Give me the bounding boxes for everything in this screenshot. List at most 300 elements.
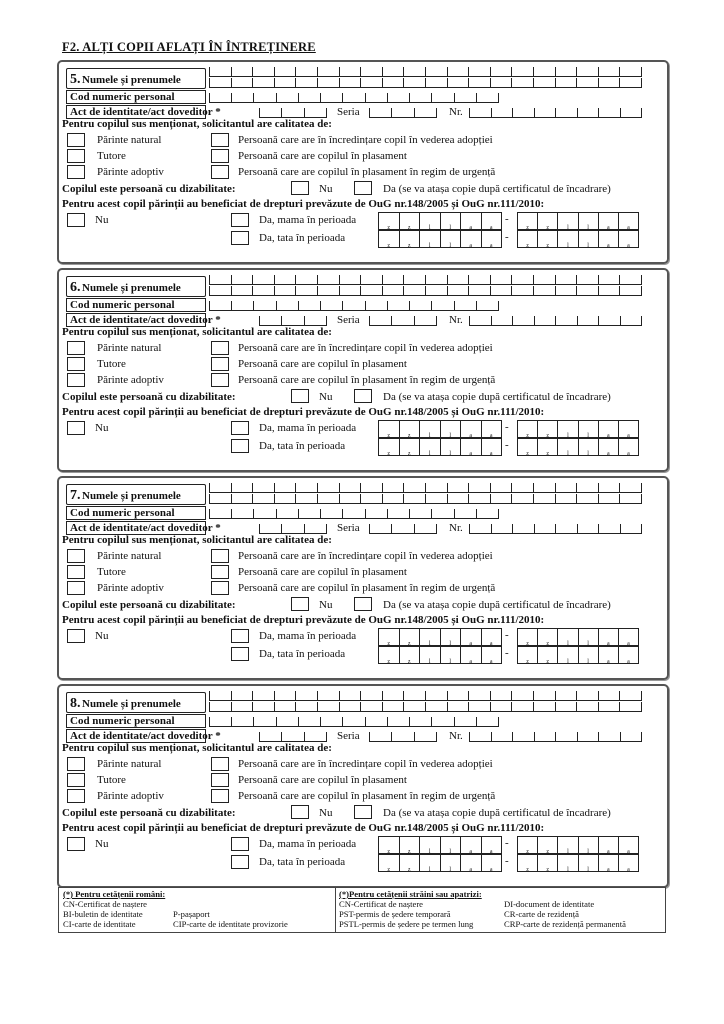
dizabilitate-da-label: Da (se va atașa copie după certificatul de încadrare): [383, 599, 611, 611]
cnp-input-grid[interactable]: [209, 301, 499, 311]
grid-cell: [382, 483, 404, 492]
plasament-checkbox[interactable]: [211, 357, 229, 371]
plasament-checkbox[interactable]: [211, 773, 229, 787]
date-cell: l: [440, 421, 461, 437]
parinte-natural-label: Părinte natural: [97, 550, 162, 562]
grid-cell: [533, 275, 555, 284]
seria-label: Seria: [337, 106, 360, 118]
oug-tata-label: Da, tata în perioada: [259, 856, 346, 868]
oug-tata-checkbox[interactable]: [231, 855, 249, 869]
grid-cell: [339, 286, 361, 295]
tata-start-date[interactable]: [378, 646, 502, 664]
dizabilitate-heading: Copilul este persoană cu dizabilitate:: [62, 183, 236, 195]
date-cell: z: [537, 855, 557, 871]
grid-cell: [298, 717, 320, 726]
tata-end-date[interactable]: [517, 438, 639, 456]
name-input-grid[interactable]: [209, 67, 642, 77]
date-cell: a: [481, 837, 502, 853]
date-cell: l: [578, 629, 598, 645]
plasament-urgenta-checkbox[interactable]: [211, 373, 229, 387]
grid-cell: [281, 732, 303, 741]
date-cell: z: [387, 225, 391, 231]
grid-cell: [468, 286, 490, 295]
date-cell: l: [557, 837, 577, 853]
date-cell: l: [419, 421, 440, 437]
plasament-checkbox[interactable]: [211, 565, 229, 579]
grid-cell: [231, 301, 253, 310]
grid-cell: [533, 286, 555, 295]
grid-cell: [431, 301, 453, 310]
grid-cell: [295, 286, 317, 295]
grid-cell: [281, 524, 303, 533]
grid-cell: [490, 78, 512, 87]
grid-cell: [252, 78, 274, 87]
tata-start-date[interactable]: [378, 230, 502, 248]
grid-cell: [577, 108, 599, 117]
oug-tata-checkbox[interactable]: [231, 647, 249, 661]
grid-cell: [425, 494, 447, 503]
oug-nu-checkbox[interactable]: [67, 837, 85, 851]
grid-cell: [403, 483, 425, 492]
date-cell: l: [578, 213, 598, 229]
dizabilitate-da-checkbox[interactable]: [354, 389, 372, 403]
date-cell: z: [526, 451, 529, 457]
dizabilitate-da-checkbox[interactable]: [354, 597, 372, 611]
grid-cell: [231, 67, 253, 76]
act-label: Act de identitate/act doveditor *: [70, 730, 221, 742]
tata-date-dash: -: [505, 439, 509, 451]
grid-cell: [259, 316, 281, 325]
date-cell: z: [399, 837, 420, 853]
grid-cell: [342, 301, 364, 310]
grid-cell: [468, 67, 490, 76]
grid-cell: [382, 702, 404, 711]
incredintare-label: Persoană care are în încredințare copil în vederea adopției: [238, 758, 493, 770]
dizabilitate-da-checkbox[interactable]: [354, 181, 372, 195]
name-input-grid[interactable]: [209, 275, 642, 285]
grid-cell: [511, 691, 533, 700]
incredintare-label: Persoană care are în încredințare copil în vederea adopției: [238, 134, 493, 146]
tutore-checkbox[interactable]: [67, 773, 85, 787]
name-label: Numele și prenumele: [82, 490, 181, 502]
grid-cell: [555, 286, 577, 295]
mama-end-date[interactable]: [517, 212, 639, 230]
mama-end-date[interactable]: [517, 836, 639, 854]
mama-end-date[interactable]: [517, 420, 639, 438]
grid-cell: [491, 732, 513, 741]
grid-cell: [339, 275, 361, 284]
mama-start-date[interactable]: [378, 420, 502, 438]
grid-cell: [576, 702, 598, 711]
plasament-label: Persoană care are copilul în plasament: [238, 358, 407, 370]
grid-cell: [231, 78, 253, 87]
date-cell: l: [557, 439, 577, 455]
parinte-adoptiv-label: Părinte adoptiv: [97, 582, 164, 594]
act-type-grid[interactable]: [259, 316, 327, 326]
date-cell: l: [557, 213, 577, 229]
grid-cell: [320, 301, 342, 310]
seria-input-grid[interactable]: [369, 108, 437, 118]
mama-start-date[interactable]: [378, 836, 502, 854]
date-cell: a: [598, 647, 618, 663]
oug-mama-checkbox[interactable]: [231, 837, 249, 851]
oug-nu-checkbox[interactable]: [67, 629, 85, 643]
tutore-label: Tutore: [97, 566, 126, 578]
date-cell: z: [526, 867, 529, 873]
parinte-natural-label: Părinte natural: [97, 134, 162, 146]
grid-cell: [360, 691, 382, 700]
grid-cell: [274, 67, 296, 76]
date-cell: z: [537, 213, 557, 229]
grid-cell: [317, 67, 339, 76]
grid-cell: [447, 494, 469, 503]
grid-cell: [598, 691, 620, 700]
grid-cell: [295, 702, 317, 711]
grid-cell: [598, 108, 620, 117]
date-cell: l: [419, 213, 440, 229]
tata-start-date[interactable]: [378, 854, 502, 872]
date-cell: a: [598, 421, 618, 437]
grid-cell: [298, 301, 320, 310]
child-number: 8.: [70, 696, 81, 711]
incredintare-checkbox[interactable]: [211, 757, 229, 771]
tutore-checkbox[interactable]: [67, 565, 85, 579]
grid-cell: [304, 732, 327, 741]
grid-cell: [533, 691, 555, 700]
oug-mama-checkbox[interactable]: [231, 629, 249, 643]
oug-tata-checkbox[interactable]: [231, 439, 249, 453]
grid-cell: [454, 717, 476, 726]
date-cell: l: [419, 629, 440, 645]
oug-mama-label: Da, mama în perioada: [259, 214, 357, 226]
seria-input-grid[interactable]: [369, 316, 437, 326]
date-cell: l: [419, 837, 440, 853]
dizabilitate-nu-checkbox[interactable]: [291, 805, 309, 819]
nr-input-grid[interactable]: [469, 316, 642, 326]
plasament-checkbox[interactable]: [211, 149, 229, 163]
tata-end-date[interactable]: [517, 646, 639, 664]
grid-cell: [598, 67, 620, 76]
oug-nu-label: Nu: [95, 422, 109, 434]
grid-cell: [469, 316, 491, 325]
grid-cell: [409, 509, 431, 518]
parinte-adoptiv-checkbox[interactable]: [67, 581, 85, 595]
parinte-natural-checkbox[interactable]: [67, 549, 85, 563]
tata-end-date[interactable]: [517, 230, 639, 248]
grid-cell: [387, 93, 409, 102]
date-cell: a: [618, 629, 638, 645]
parinte-adoptiv-checkbox[interactable]: [67, 165, 85, 179]
name-input-grid[interactable]: [209, 483, 642, 493]
tata-date-dash: -: [505, 647, 509, 659]
grid-cell: [276, 93, 298, 102]
dizabilitate-da-label: Da (se va atașa copie după certificatul de încadrare): [383, 391, 611, 403]
legend-item: PSTL-permis de ședere pe termen lung: [339, 919, 474, 929]
grid-cell: [468, 494, 490, 503]
grid-cell: [490, 286, 512, 295]
cnp-input-grid[interactable]: [209, 509, 499, 519]
seria-input-grid[interactable]: [369, 732, 437, 742]
grid-cell: [576, 286, 598, 295]
grid-cell: [365, 301, 387, 310]
act-label-box: [66, 729, 221, 743]
date-cell: a: [460, 629, 481, 645]
date-cell: l: [440, 439, 461, 455]
act-label-box: [66, 313, 221, 327]
grid-cell: [619, 275, 642, 284]
grid-cell: [576, 67, 598, 76]
grid-cell: [382, 691, 404, 700]
grid-cell: [555, 732, 577, 741]
date-cell: a: [618, 213, 638, 229]
grid-cell: [491, 524, 513, 533]
date-cell: z: [537, 629, 557, 645]
mama-start-date[interactable]: [378, 628, 502, 646]
incredintare-label: Persoană care are în încredințare copil în vederea adopției: [238, 342, 493, 354]
date-cell: l: [440, 647, 461, 663]
legend-item: PST-permis de ședere temporară: [339, 909, 451, 919]
name-input-grid[interactable]: [209, 691, 642, 701]
grid-cell: [298, 93, 320, 102]
dizabilitate-nu-label: Nu: [319, 391, 333, 403]
date-cell: l: [557, 629, 577, 645]
dizabilitate-nu-label: Nu: [319, 599, 333, 611]
date-cell: z: [387, 433, 391, 439]
grid-cell: [431, 93, 453, 102]
mama-start-date[interactable]: [378, 212, 502, 230]
grid-cell: [339, 67, 361, 76]
grid-cell: [387, 717, 409, 726]
grid-cell: [409, 301, 431, 310]
grid-cell: [360, 702, 382, 711]
calitate-heading: Pentru copilul sus menționat, solicitantul are calitatea de:: [62, 534, 332, 546]
grid-cell: [298, 509, 320, 518]
grid-cell: [339, 691, 361, 700]
grid-cell: [252, 691, 274, 700]
grid-cell: [476, 301, 499, 310]
plasament-label: Persoană care are copilul în plasament: [238, 566, 407, 578]
grid-cell: [342, 93, 364, 102]
grid-cell: [342, 509, 364, 518]
cnp-label-box: [66, 90, 206, 104]
grid-cell: [454, 509, 476, 518]
grid-cell: [476, 509, 499, 518]
parinte-natural-checkbox[interactable]: [67, 341, 85, 355]
date-cell: z: [387, 243, 391, 249]
grid-cell: [577, 316, 599, 325]
oug-nu-checkbox[interactable]: [67, 213, 85, 227]
tata-end-date[interactable]: [517, 854, 639, 872]
grid-cell: [253, 509, 275, 518]
date-cell: z: [387, 867, 391, 873]
legend-item: BI-buletin de identitate: [63, 909, 143, 919]
grid-cell: [454, 301, 476, 310]
grid-cell: [511, 494, 533, 503]
oug-nu-label: Nu: [95, 838, 109, 850]
oug-nu-checkbox[interactable]: [67, 421, 85, 435]
nr-label: Nr.: [449, 522, 463, 534]
grid-cell: [209, 691, 231, 700]
grid-cell: [511, 67, 533, 76]
date-cell: l: [419, 231, 440, 247]
date-cell: l: [419, 855, 440, 871]
date-cell: a: [481, 439, 502, 455]
grid-cell: [447, 691, 469, 700]
date-cell: z: [399, 213, 420, 229]
parinte-natural-checkbox[interactable]: [67, 757, 85, 771]
incredintare-checkbox[interactable]: [211, 549, 229, 563]
date-cell: z: [387, 451, 391, 457]
name-input-grid-2[interactable]: [209, 78, 642, 88]
nr-input-grid[interactable]: [469, 732, 642, 742]
date-cell: l: [440, 855, 461, 871]
mama-end-date[interactable]: [517, 628, 639, 646]
parinte-adoptiv-checkbox[interactable]: [67, 373, 85, 387]
grid-cell: [469, 108, 491, 117]
grid-cell: [476, 717, 499, 726]
form-section-title: F2. ALȚI COPII AFLAȚI ÎN ÎNTREȚINERE: [62, 40, 316, 54]
grid-cell: [409, 717, 431, 726]
grid-cell: [231, 717, 253, 726]
date-cell: z: [399, 231, 420, 247]
date-cell: l: [440, 213, 461, 229]
grid-cell: [259, 732, 281, 741]
oug-heading: Pentru acest copil părinții au beneficiat de drepturi prevăzute de OuG nr.148/2005 și OuG nr.111/2010:: [62, 198, 545, 210]
parinte-adoptiv-checkbox[interactable]: [67, 789, 85, 803]
date-cell: z: [399, 439, 420, 455]
date-cell: a: [618, 837, 638, 853]
grid-cell: [320, 717, 342, 726]
grid-cell: [317, 702, 339, 711]
cnp-label-box: [66, 506, 206, 520]
plasament-urgenta-checkbox[interactable]: [211, 581, 229, 595]
plasament-urgenta-label: Persoană care are copilul în plasament în regim de urgență: [238, 582, 496, 594]
grid-cell: [304, 108, 327, 117]
grid-cell: [598, 78, 620, 87]
oug-tata-checkbox[interactable]: [231, 231, 249, 245]
incredintare-checkbox[interactable]: [211, 133, 229, 147]
oug-heading: Pentru acest copil părinții au beneficiat de drepturi prevăzute de OuG nr.148/2005 și OuG nr.111/2010:: [62, 406, 545, 418]
grid-cell: [431, 717, 453, 726]
tutore-label: Tutore: [97, 774, 126, 786]
grid-cell: [533, 67, 555, 76]
grid-cell: [339, 78, 361, 87]
date-cell: l: [440, 837, 461, 853]
grid-cell: [209, 717, 231, 726]
date-cell: z: [526, 659, 529, 665]
name-input-grid-2[interactable]: [209, 286, 642, 296]
legend-straini-header: (*)Pentru cetățenii străini sau apatrizi:: [339, 889, 482, 899]
child-number: 7.: [70, 488, 81, 503]
name-input-grid-2[interactable]: [209, 702, 642, 712]
act-type-grid[interactable]: [259, 108, 327, 118]
cnp-input-grid[interactable]: [209, 717, 499, 727]
child-number: 5.: [70, 72, 81, 87]
grid-cell: [360, 286, 382, 295]
incredintare-checkbox[interactable]: [211, 341, 229, 355]
grid-cell: [403, 275, 425, 284]
date-cell: a: [481, 421, 502, 437]
grid-cell: [620, 316, 643, 325]
oug-nu-label: Nu: [95, 214, 109, 226]
grid-cell: [576, 483, 598, 492]
seria-input-grid[interactable]: [369, 524, 437, 534]
dizabilitate-da-checkbox[interactable]: [354, 805, 372, 819]
oug-mama-checkbox[interactable]: [231, 213, 249, 227]
grid-cell: [276, 301, 298, 310]
grid-cell: [534, 108, 556, 117]
grid-cell: [276, 509, 298, 518]
date-cell: a: [460, 439, 481, 455]
name-input-grid-2[interactable]: [209, 494, 642, 504]
tata-start-date[interactable]: [378, 438, 502, 456]
oug-mama-checkbox[interactable]: [231, 421, 249, 435]
plasament-urgenta-label: Persoană care are copilul în plasament în regim de urgență: [238, 166, 496, 178]
child-section: [57, 268, 669, 472]
grid-cell: [511, 78, 533, 87]
act-type-grid[interactable]: [259, 524, 327, 534]
grid-cell: [403, 691, 425, 700]
grid-cell: [619, 78, 642, 87]
date-cell: a: [460, 647, 481, 663]
cnp-input-grid[interactable]: [209, 93, 499, 103]
grid-cell: [555, 316, 577, 325]
dizabilitate-nu-checkbox[interactable]: [291, 597, 309, 611]
grid-cell: [209, 275, 231, 284]
grid-cell: [555, 494, 577, 503]
tutore-checkbox[interactable]: [67, 357, 85, 371]
grid-cell: [295, 494, 317, 503]
plasament-urgenta-checkbox[interactable]: [211, 789, 229, 803]
nr-input-grid[interactable]: [469, 524, 642, 534]
date-cell: z: [537, 439, 557, 455]
grid-cell: [253, 717, 275, 726]
plasament-label: Persoană care are copilul în plasament: [238, 774, 407, 786]
dizabilitate-da-label: Da (se va atașa copie după certificatul de încadrare): [383, 183, 611, 195]
oug-mama-label: Da, mama în perioada: [259, 422, 357, 434]
grid-cell: [276, 717, 298, 726]
date-cell: l: [578, 855, 598, 871]
date-cell: l: [557, 647, 577, 663]
grid-cell: [619, 286, 642, 295]
grid-cell: [391, 108, 413, 117]
date-cell: a: [598, 855, 618, 871]
grid-cell: [425, 67, 447, 76]
calitate-heading: Pentru copilul sus menționat, solicitantul are calitatea de:: [62, 742, 332, 754]
plasament-urgenta-checkbox[interactable]: [211, 165, 229, 179]
date-cell: l: [578, 439, 598, 455]
grid-cell: [317, 78, 339, 87]
grid-cell: [403, 78, 425, 87]
grid-cell: [534, 732, 556, 741]
grid-cell: [577, 524, 599, 533]
nr-label: Nr.: [449, 314, 463, 326]
grid-cell: [252, 702, 274, 711]
dizabilitate-nu-checkbox[interactable]: [291, 389, 309, 403]
grid-cell: [274, 483, 296, 492]
tutore-checkbox[interactable]: [67, 149, 85, 163]
nr-input-grid[interactable]: [469, 108, 642, 118]
parinte-natural-checkbox[interactable]: [67, 133, 85, 147]
dizabilitate-nu-checkbox[interactable]: [291, 181, 309, 195]
grid-cell: [534, 524, 556, 533]
grid-cell: [555, 702, 577, 711]
act-type-grid[interactable]: [259, 732, 327, 742]
grid-cell: [295, 483, 317, 492]
grid-cell: [576, 691, 598, 700]
grid-cell: [231, 286, 253, 295]
legend-divider: [335, 888, 336, 932]
